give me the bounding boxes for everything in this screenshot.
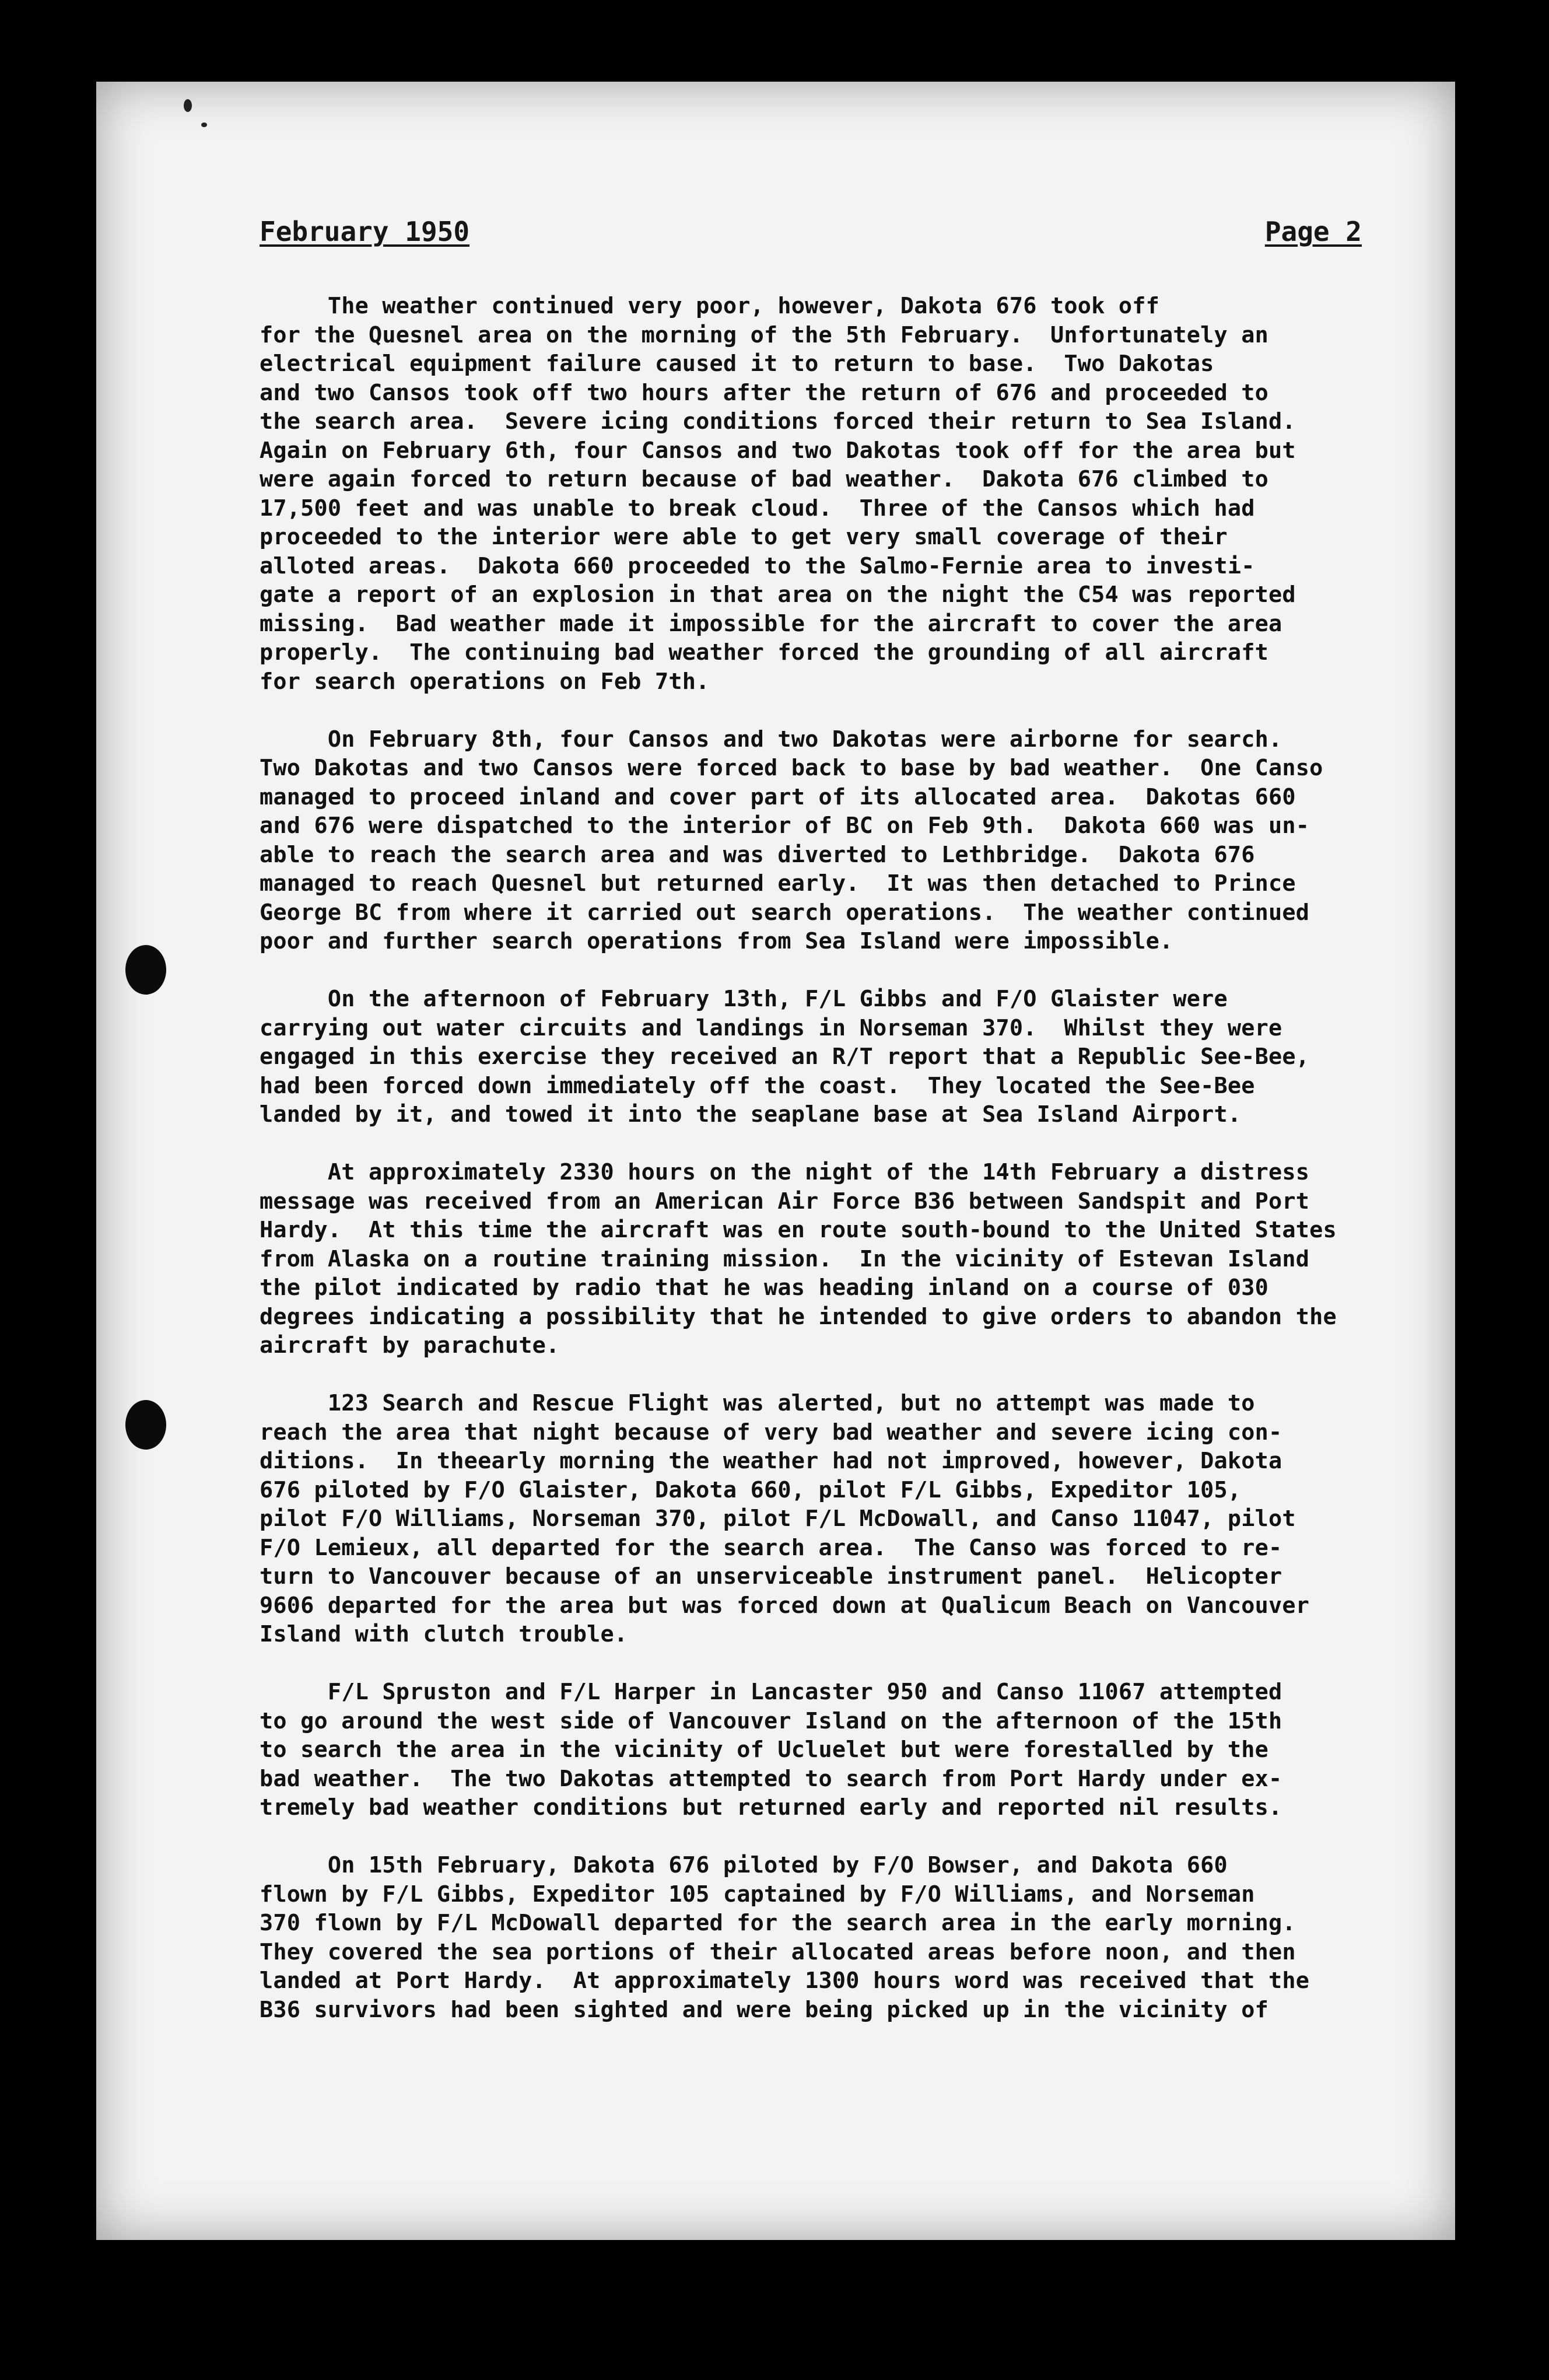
paragraph	[260, 1389, 1391, 1649]
text-line: missing. Bad weather made it impossible for the aircraft to cover the area	[260, 610, 1282, 637]
text-line: to search the area in the vicinity of Ucluelet but were forestalled by the	[260, 1737, 1269, 1763]
text-line: The weather continued very poor, however, Dakota 676 took off	[260, 293, 1160, 319]
text-line: engaged in this exercise they received an R/T report that a Republic See-Bee,	[260, 1044, 1310, 1070]
text-line: were again forced to return because of bad weather. Dakota 676 climbed to	[260, 466, 1269, 492]
text-line: 676 piloted by F/O Glaister, Dakota 660, pilot F/L Gibbs, Expeditor 105,	[260, 1476, 1242, 1503]
text-line: poor and further search operations from Sea Island were impossible.	[260, 928, 1173, 954]
text-line: 9606 departed for the area but was forced down at Qualicum Beach on Vancouver	[260, 1592, 1310, 1619]
speck-mark	[184, 99, 192, 112]
text-line: to go around the west side of Vancouver Island on the afternoon of the 15th	[260, 1707, 1282, 1734]
punch-hole-top	[125, 945, 166, 995]
paragraph	[260, 985, 1391, 1129]
text-line: George BC from where it carried out search operations. The weather continued	[260, 899, 1310, 926]
text-line: landed by it, and towed it into the seaplane base at Sea Island Airport.	[260, 1101, 1242, 1128]
text-line: aircraft by parachute.	[260, 1332, 560, 1359]
text-line: Two Dakotas and two Cansos were forced back to base by bad weather. One Canso	[260, 755, 1323, 781]
text-line: reach the area that night because of very bad weather and severe icing con-	[260, 1419, 1282, 1446]
text-line: On February 8th, four Cansos and two Dakotas were airborne for search.	[260, 726, 1282, 752]
paragraph	[260, 1851, 1391, 2024]
header-page-number: Page 2	[1264, 216, 1362, 247]
document-page	[96, 82, 1455, 2240]
header-date: February 1950	[260, 216, 470, 247]
text-line: the pilot indicated by radio that he was heading inland on a course of 030	[260, 1275, 1269, 1301]
text-line: F/O Lemieux, all departed for the search area. The Canso was forced to re-	[260, 1534, 1282, 1561]
paragraph	[260, 1158, 1391, 1360]
text-line: gate a report of an explosion in that area on the night the C54 was reported	[260, 582, 1296, 608]
text-line: turn to Vancouver because of an unserviceable instrument panel. Helicopter	[260, 1563, 1282, 1590]
text-line: Island with clutch trouble.	[260, 1621, 628, 1647]
paragraph	[260, 292, 1391, 696]
text-line: proceeded to the interior were able to get very small coverage of their	[260, 524, 1228, 550]
text-line: pilot F/O Williams, Norseman 370, pilot F/L McDowall, and Canso 11047, pilot	[260, 1506, 1296, 1532]
paragraph	[260, 725, 1391, 956]
text-line: landed at Port Hardy. At approximately 1300 hours word was received that the	[260, 1968, 1310, 1994]
text-line: flown by F/L Gibbs, Expeditor 105 captained by F/O Williams, and Norseman	[260, 1881, 1255, 1908]
text-line: tremely bad weather conditions but returned early and reported nil results.	[260, 1794, 1282, 1821]
text-line: managed to proceed inland and cover part of its allocated area. Dakotas 660	[260, 783, 1296, 810]
text-line: from Alaska on a routine training mission. In the vicinity of Estevan Island	[260, 1245, 1310, 1272]
text-line: degrees indicating a possibility that he intended to give orders to abandon the	[260, 1303, 1337, 1330]
text-line: for search operations on Feb 7th.	[260, 668, 710, 695]
text-line: On 15th February, Dakota 676 piloted by F/O Bowser, and Dakota 660	[260, 1852, 1228, 1878]
text-line: 17,500 feet and was unable to break cloud. Three of the Cansos which had	[260, 495, 1255, 522]
speck-mark	[201, 123, 207, 127]
text-line: properly. The continuing bad weather forced the grounding of all aircraft	[260, 639, 1269, 666]
text-line: B36 survivors had been sighted and were being picked up in the vicinity of	[260, 1996, 1269, 2023]
text-line: for the Quesnel area on the morning of the 5th February. Unfortunately an	[260, 321, 1269, 348]
text-line: carrying out water circuits and landings in Norseman 370. Whilst they were	[260, 1014, 1282, 1041]
text-line: bad weather. The two Dakotas attempted to search from Port Hardy under ex-	[260, 1765, 1282, 1792]
text-line: able to reach the search area and was diverted to Lethbridge. Dakota 676	[260, 841, 1255, 868]
page-header	[260, 216, 1362, 247]
punch-hole-bottom	[125, 1400, 166, 1450]
text-line: had been forced down immediately off the coast. They located the See-Bee	[260, 1072, 1255, 1099]
text-line: ditions. In theearly morning the weather had not improved, however, Dakota	[260, 1448, 1282, 1474]
text-line: electrical equipment failure caused it to return to base. Two Dakotas	[260, 351, 1214, 377]
text-line: message was received from an American Air Force B36 between Sandspit and Port	[260, 1188, 1310, 1214]
text-line: alloted areas. Dakota 660 proceeded to the Salmo-Fernie area to investi-	[260, 552, 1255, 579]
text-line: managed to reach Quesnel but returned early. It was then detached to Prince	[260, 870, 1296, 897]
text-line: the search area. Severe icing conditions forced their return to Sea Island.	[260, 408, 1296, 435]
text-line: Hardy. At this time the aircraft was en route south-bound to the United States	[260, 1217, 1337, 1243]
text-line: F/L Spruston and F/L Harper in Lancaster 950 and Canso 11067 attempted	[260, 1679, 1282, 1705]
text-line: At approximately 2330 hours on the night of the 14th February a distress	[260, 1159, 1310, 1185]
text-line: and 676 were dispatched to the interior of BC on Feb 9th. Dakota 660 was un-	[260, 813, 1310, 839]
text-line: They covered the sea portions of their allocated areas before noon, and then	[260, 1938, 1296, 1965]
paragraph	[260, 1678, 1391, 1822]
text-line: 370 flown by F/L McDowall departed for the search area in the early morning.	[260, 1910, 1296, 1936]
document-body	[260, 292, 1391, 2053]
text-line: 123 Search and Rescue Flight was alerted, but no attempt was made to	[260, 1390, 1255, 1416]
text-line: Again on February 6th, four Cansos and two Dakotas took off for the area but	[260, 437, 1296, 464]
text-line: and two Cansos took off two hours after the return of 676 and proceeded to	[260, 379, 1269, 406]
text-line: On the afternoon of February 13th, F/L Gibbs and F/O Glaister were	[260, 986, 1228, 1012]
